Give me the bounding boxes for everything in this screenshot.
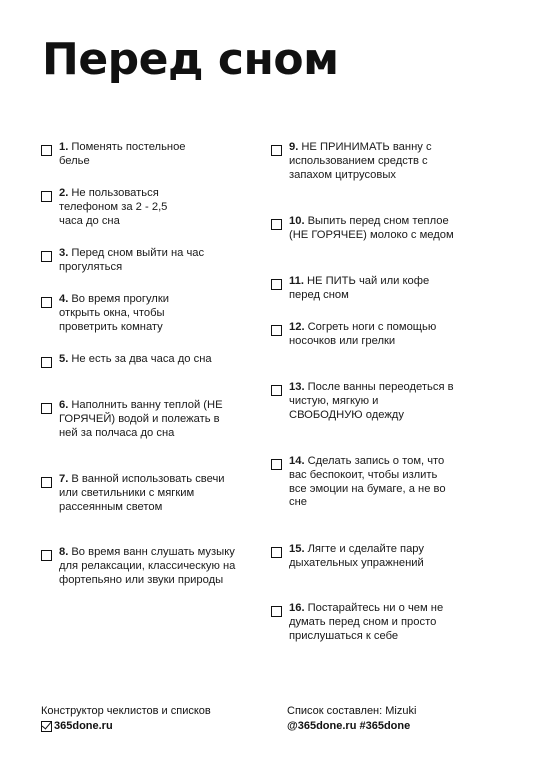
checkbox[interactable] xyxy=(41,145,52,156)
checkbox[interactable] xyxy=(271,606,282,617)
checklist-item[interactable]: 3. Перед сном выйти на час прогуляться xyxy=(41,247,251,275)
checkbox-logo-icon xyxy=(41,721,52,732)
checklist-item[interactable]: 12. Согреть ноги с помощью носочков или грелки xyxy=(271,321,481,349)
footer-credits xyxy=(41,704,211,734)
checkbox[interactable] xyxy=(271,279,282,290)
checklist-item[interactable]: 13. После ванны переодеться в чистую, мягкую и СВОБОДНУЮ одежду xyxy=(271,381,481,422)
checklist-item[interactable]: 10. Выпить перед сном теплое (НЕ ГОРЯЧЕЕ) молоко с медом xyxy=(271,215,481,243)
checklist-item[interactable]: 6. Наполнить ванну теплой (НЕ ГОРЯЧЕЙ) водой и полежать в ней за полчаса до сна xyxy=(41,399,251,440)
checklist-item[interactable]: 16. Постарайтесь ни о чем не думать перед сном и просто прислушаться к себе xyxy=(271,602,481,643)
checkbox[interactable] xyxy=(271,145,282,156)
checkbox[interactable] xyxy=(41,357,52,368)
checklist-item[interactable]: 1. Поменять постельное белье xyxy=(41,141,251,169)
checkbox[interactable] xyxy=(41,297,52,308)
page-title: Перед сном xyxy=(42,34,339,85)
checkbox[interactable] xyxy=(271,219,282,230)
checklist-item[interactable]: 9. НЕ ПРИНИМАТЬ ванну с использованием средств с запахом цитрусовых xyxy=(271,141,481,182)
checkbox[interactable] xyxy=(271,459,282,470)
checklist-item[interactable]: 5. Не есть за два часа до сна xyxy=(41,353,251,368)
checkbox[interactable] xyxy=(271,325,282,336)
checklist-item[interactable]: 2. Не пользоваться телефоном за 2 - 2,5 часа до сна xyxy=(41,187,251,228)
footer-site-link[interactable]: 365done.ru xyxy=(41,719,211,734)
checklist-item[interactable]: 4. Во время прогулки открыть окна, чтобы проветрить комнату xyxy=(41,293,251,334)
checklist-item[interactable]: 8. Во время ванн слушать музыку для релаксации, классическую на фортепьяно или звуки природы xyxy=(41,546,251,587)
checkbox[interactable] xyxy=(271,547,282,558)
checkbox[interactable] xyxy=(41,477,52,488)
checkbox[interactable] xyxy=(271,385,282,396)
footer-constructor-text: Конструктор чеклистов и списков xyxy=(41,705,211,717)
checkbox[interactable] xyxy=(41,403,52,414)
footer-author-text: Список составлен: Mizuki xyxy=(287,705,417,717)
checklist-item[interactable]: 7. В ванной использовать свечи или светильники с мягким рассеянным светом xyxy=(41,473,251,514)
checkbox[interactable] xyxy=(41,550,52,561)
checklist-item[interactable]: 15. Лягте и сделайте пару дыхательных упражнений xyxy=(271,543,481,571)
checkbox[interactable] xyxy=(41,251,52,262)
checklist-item[interactable]: 14. Сделать запись о том, что вас беспокоит, чтобы излить все эмоции на бумаге, а не во сне xyxy=(271,455,481,510)
checkbox[interactable] xyxy=(41,191,52,202)
checklist-item[interactable]: 11. НЕ ПИТЬ чай или кофе перед сном xyxy=(271,275,481,303)
footer-author xyxy=(287,704,416,734)
footer-hashtags[interactable]: @365done.ru #365done xyxy=(287,720,411,732)
